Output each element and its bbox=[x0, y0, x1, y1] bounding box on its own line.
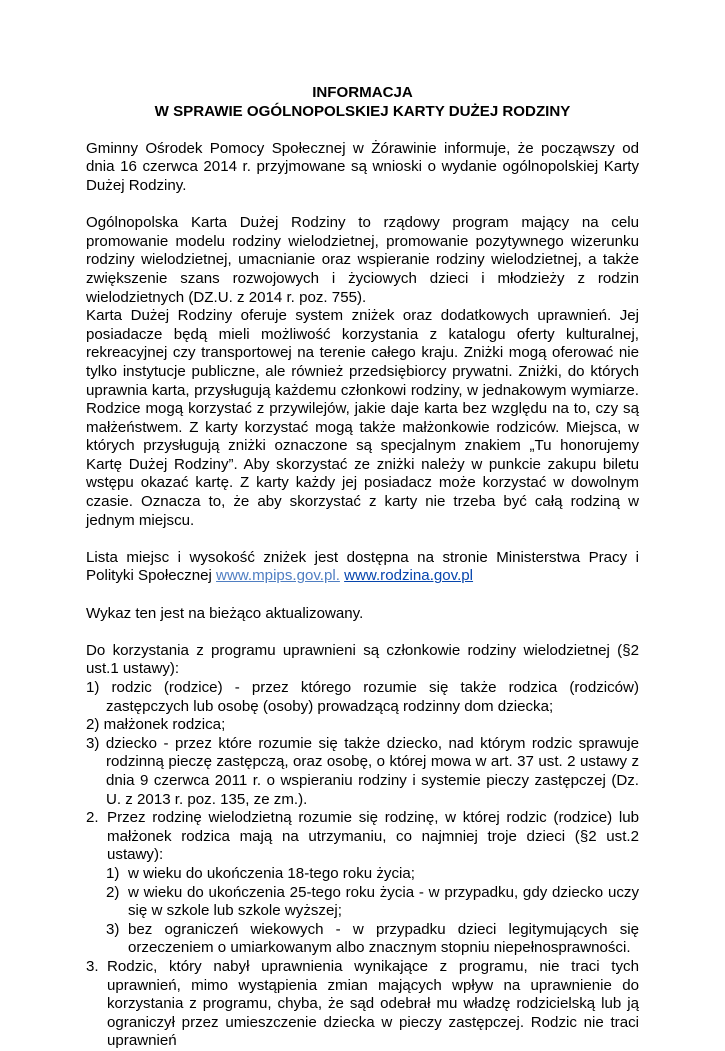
list-item-text: dziecko - przez które rozumie się także dziecko, nad którym rodzic sprawuje rodzinną pieczę zastępczą, oraz osobę, o której mowa w art. 37 ust. 2 ustawy z dnia 9 czerwca 2011 r. o wspieraniu rodziny i systemie pieczy zastępczej (Dz. U. z 2013 r. poz. 135, ze zm.). bbox=[105, 734, 639, 808]
list-item-num: 2) bbox=[86, 716, 100, 734]
list-item-text: rodzic (rodzice) - przez którego rozumie się także rodzica (rodziców) zastępczych lub osobę (osoby) prowadzącą rodzinny dom dziecka; bbox=[106, 679, 639, 715]
sub-item-text: w wieku do ukończenia 18-tego roku życia; bbox=[128, 864, 415, 882]
section-3 bbox=[86, 958, 639, 1051]
updated-paragraph: Wykaz ten jest na bieżąco aktualizowany. bbox=[86, 604, 364, 622]
sub-item-num: 1) bbox=[106, 864, 120, 882]
list-item-num: 1) bbox=[86, 679, 100, 696]
section-3-text: Rodzic, który nabył uprawnienia wynikające z programu, nie traci tych uprawnień, mimo wystąpienia zmian mających wpływ na uprawnienie do korzystania z programu, chyba, że sąd odebrał mu władzę rodzicielską lub ją ograniczył przez umieszczenie dziecka w pieczy zastępczej. Rodzic nie traci uprawnień bbox=[107, 957, 639, 1050]
links-text: Lista miejsc i wysokość zniżek jest dostępna na stronie Ministerstwa Pracy i Polityki Społecznej bbox=[86, 548, 639, 585]
sub-list-item bbox=[86, 921, 639, 958]
eligible-intro: Do korzystania z programu uprawnieni są członkowie rodziny wielodzietnej (§2 ust.1 ustawy): bbox=[86, 641, 639, 678]
section-3-num: 3. bbox=[86, 957, 99, 975]
document-page bbox=[86, 84, 639, 1051]
intro-paragraph: Gminny Ośrodek Pomocy Społecznej w Żórawinie informuje, że począwszy od dnia 16 czerwca 2014 r. przyjmowane są wnioski o wydanie ogólnopolskiej Karty Dużej Rodziny. bbox=[86, 139, 639, 194]
sub-item-text: w wieku do ukończenia 25-tego roku życia - w przypadku, gdy dziecko uczy się w szkole lub szkole wyższej; bbox=[128, 883, 639, 920]
sub-list-item bbox=[86, 884, 639, 921]
title-line-2: W SPRAWIE OGÓLNOPOLSKIEJ KARTY DUŻEJ RODZINY bbox=[154, 102, 571, 120]
list-item-text: małżonek rodzica; bbox=[103, 716, 226, 734]
program-paragraph: Ogólnopolska Karta Dużej Rodziny to rządowy program mający na celu promowanie modelu rodziny wielodzietnej, promowanie pozytywnego wizerunku rodziny wielodzietnej, umacnianie oraz wspieranie rodziny wielodzietnej, a także zwiększenie szans rozwojowych i życiowych dzieci i młodzieży z rodzin wielodzietnych (DZ.U. z 2014 r. poz. 755). bbox=[86, 214, 639, 306]
links-paragraph bbox=[86, 549, 639, 586]
eligible-list bbox=[86, 679, 639, 809]
sub-list-item bbox=[86, 865, 639, 884]
document-title bbox=[86, 84, 639, 121]
section-2-text: Przez rodzinę wielodzietną rozumie się rodzinę, w której rodzic (rodzice) lub małżonek rodzica mają na utrzymaniu, co najmniej troje dzieci (§2 ust.2 ustawy): bbox=[107, 809, 639, 864]
section-2-num: 2. bbox=[86, 809, 99, 827]
title-line-1: INFORMACJA bbox=[312, 84, 413, 101]
mpips-link[interactable]: www.mpips.gov.pl. bbox=[216, 567, 340, 585]
list-item bbox=[86, 716, 639, 735]
sub-item-num: 3) bbox=[106, 920, 120, 938]
sub-item-num: 2) bbox=[106, 883, 120, 901]
discounts-paragraph: Karta Dużej Rodziny oferuje system zniżek oraz dodatkowych uprawnień. Jej posiadacze będą mieli możliwość korzystania z katalogu oferty kulturalnej, rekreacyjnej czy transportowej na terenie całego kraju. Zniżki mogą oferować nie tylko instytucje publiczne, ale również przedsiębiorcy prywatni. Zniżki, do których uprawnia karta, przysługują każdemu członkowi rodziny, w jednakowym wymiarze. Rodzice mogą korzystać z przywilejów, jakie daje karta bez względu na to, czy są małżeństwem. Z karty korzystać mogą także małżonkowie rodziców. Miejsca, w których przysługują zniżki oznaczone są specjalnym znakiem „Tu honorujemy Kartę Dużej Rodziny”. Aby skorzystać ze zniżki należy w punkcie zakupu biletu wstępu okazać kartę. Z karty każdy jej posiadacz może korzystać w dowolnym czasie. Oznacza to, że aby skorzystać z karty nie trzeba być całą rodziną w jednym miejscu. bbox=[86, 307, 639, 529]
sub-item-text: bez ograniczeń wiekowych - w przypadku dzieci legitymujących się orzeczeniem o umiarkowanym albo znacznym stopniu niepełnosprawności. bbox=[128, 920, 639, 957]
list-item bbox=[86, 735, 639, 809]
rodzina-link[interactable]: www.rodzina.gov.pl bbox=[344, 567, 474, 585]
list-item-num: 3) bbox=[86, 734, 100, 752]
list-item bbox=[86, 679, 639, 716]
section-2 bbox=[86, 809, 639, 865]
